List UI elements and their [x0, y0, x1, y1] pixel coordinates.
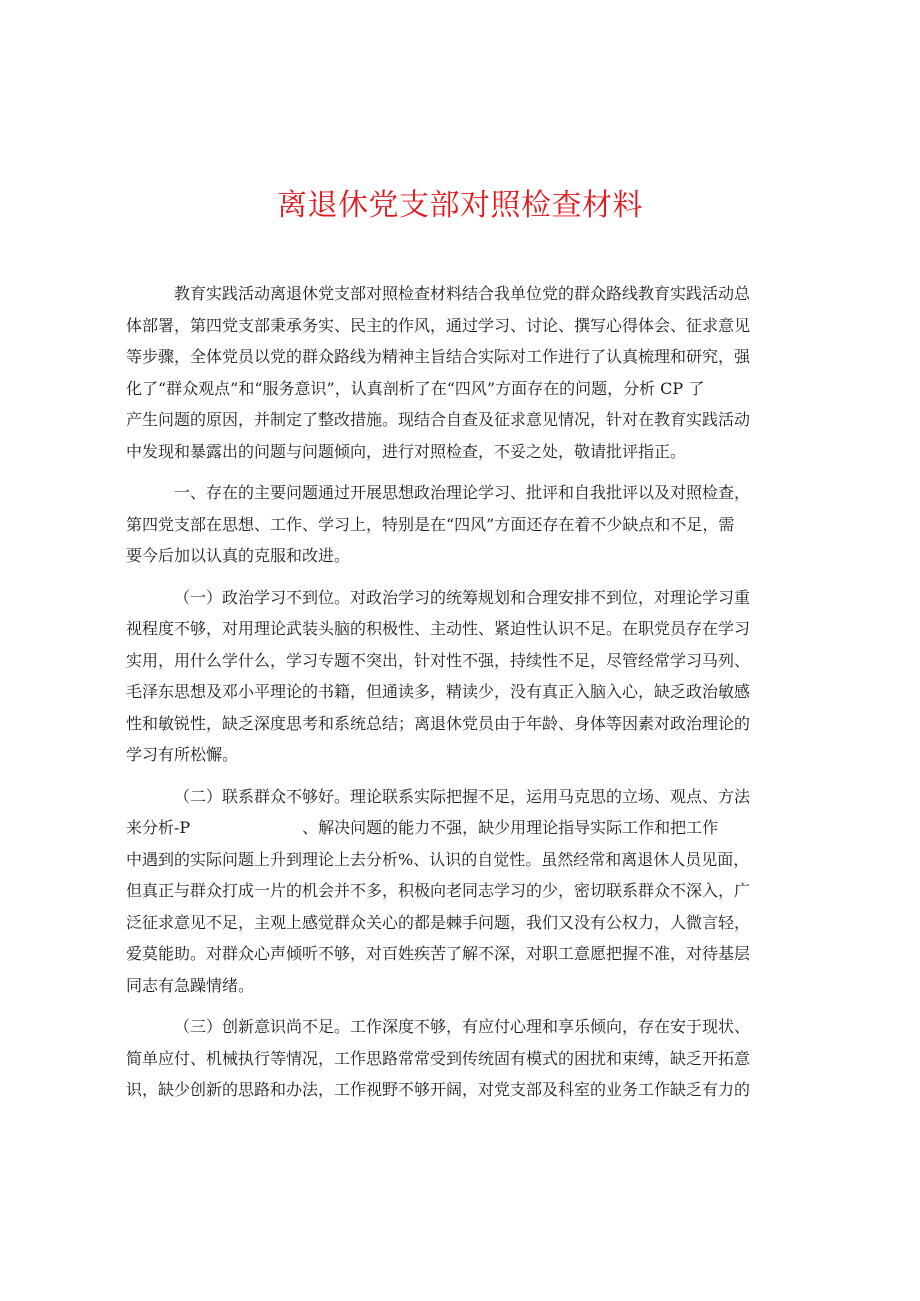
paragraph-intro [126, 278, 798, 467]
text-line: （二）联系群众不够好。理论联系实际把握不足，运用马克思的立场、观点、方法 [174, 786, 751, 806]
text-line: 爱莫能助。对群众心声倾听不够，对百姓疾苦了解不深，对职工意愿把握不准，对待基层 [126, 944, 751, 963]
document-title: 离退休党支部对照检查材料 [277, 188, 643, 223]
paragraph-item-two [126, 781, 798, 1002]
document-body [126, 278, 798, 1106]
text-line: （一）政治学习不到位。对政治学习的统筹规划和合理安排不到位，对理论学习重 [174, 587, 751, 607]
text-line: 但真正与群众打成一片的机会并不多，积极向老同志学习的少，密切联系群众不深入，广 [126, 881, 751, 900]
text-line: 化了“群众观点”和“服务意识”，认真剖析了在“四风”方面存在的问题，分析 CP 了 [126, 378, 705, 398]
text-line: 学习有所松懈。 [126, 745, 239, 764]
text-line: 来分析-P 、解决问题的能力不强，缺少用理论指导实际工作和把工作 [126, 818, 719, 837]
text-line: （三）创新意识尚不足。工作深度不够，有应付心理和享乐倾向，存在安于现状、 [174, 1017, 751, 1036]
text-line: 第四党支部在思想、工作、学习上，特别是在“四风”方面还存在着不少缺点和不足，需 [126, 514, 735, 534]
text-line: 简单应付、机械执行等情况，工作思路常常受到传统固有模式的困扰和束缚，缺乏开拓意 [126, 1048, 751, 1068]
paragraph-section-one [126, 477, 798, 572]
text-line: 性和敏锐性，缺乏深度思考和系统总结；离退休党员由于年龄、身体等因素对政治理论的 [126, 713, 751, 733]
paragraph-item-one [126, 582, 798, 771]
text-line: 中发现和暴露出的问题与问题倾向，进行对照检查，不妥之处，敬请批评指正。 [126, 441, 687, 461]
text-line: 泛征求意见不足，主观上感觉群众关心的都是棘手问题，我们又没有公权力，人微言轻， [126, 912, 751, 932]
text-line: 实用，用什么学什么，学习专题不突出，针对性不强，持续性不足，尽管经常学习马列、 [126, 650, 751, 670]
text-line: 同志有急躁情绪。 [126, 975, 255, 995]
text-line: 毛泽东思想及邓小平理论的书籍，但通读多，精读少，没有真正入脑入心，缺乏政治敏感 [126, 682, 751, 701]
text-line: 中遇到的实际问题上升到理论上去分析%、认识的自觉性。虽然经常和离退休人员见面， [126, 849, 750, 869]
text-line: 一、存在的主要问题通过开展思想政治理论学习、批评和自我批评以及对照检查， [174, 483, 751, 502]
text-line: 产生问题的原因，并制定了整改措施。现结合自查及征求意见情况，针对在教育实践活动 [126, 410, 751, 429]
text-line: 等步骤，全体党员以党的群众路线为精神主旨结合实际对工作进行了认真梳理和研究，强 [126, 347, 751, 366]
text-line: 体部署，第四党支部秉承务实、民主的作风，通过学习、讨论、撰写心得体会、征求意见 [126, 315, 751, 335]
paragraph-item-three [126, 1011, 798, 1106]
text-line: 视程度不够，对用理论武装头脑的积极性、主动性、紧迫性认识不足。在职党员存在学习 [126, 619, 751, 638]
text-line: 要今后加以认真的克服和改进。 [126, 546, 351, 565]
text-line: 教育实践活动离退休党支部对照检查材料结合我单位党的群众路线教育实践活动总 [174, 284, 751, 303]
text-line: 识，缺少创新的思路和办法，工作视野不够开阔，对党支部及科室的业务工作缺乏有力的 [126, 1080, 751, 1099]
